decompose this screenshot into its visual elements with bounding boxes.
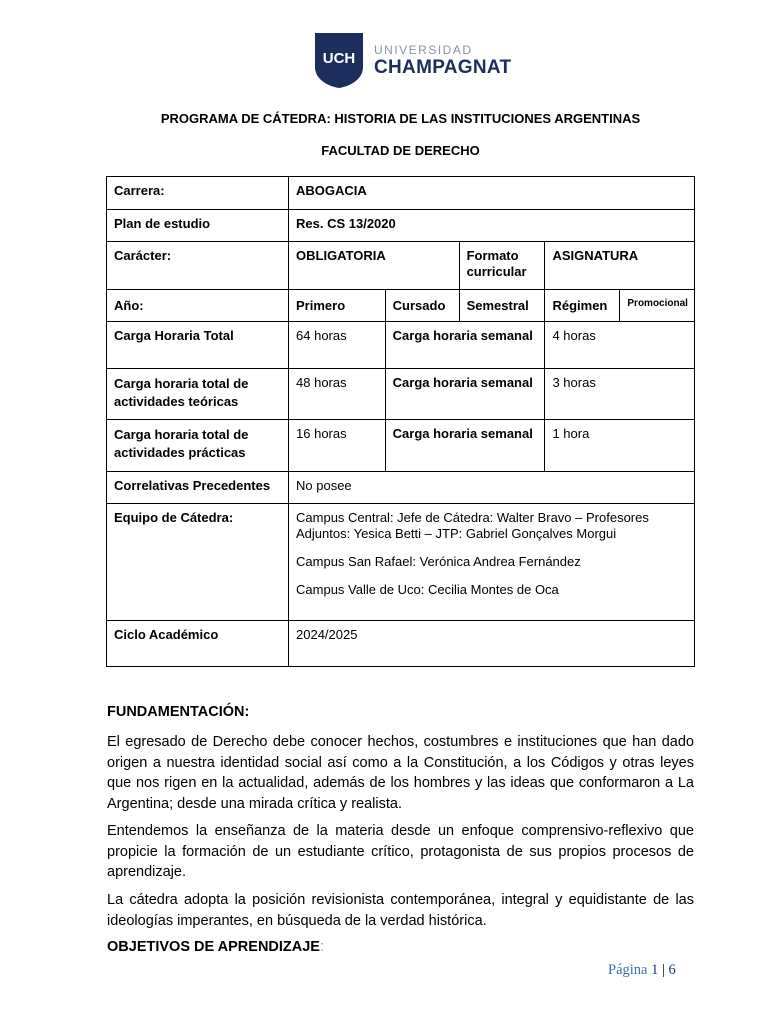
page-current: 1 (651, 962, 659, 978)
equipo-value (289, 504, 695, 621)
objetivos-heading-text: OBJETIVOS DE APRENDIZAJE (107, 939, 320, 955)
cursado-value: Semestral (459, 290, 545, 322)
formato-value: ASIGNATURA (545, 242, 695, 290)
table-row (107, 504, 695, 621)
table-row (107, 177, 695, 210)
correlativas-label: Correlativas Precedentes (107, 472, 289, 504)
formato-label: Formato curricular (459, 242, 545, 290)
carga-semanal-label: Carga horaria semanal (385, 322, 545, 369)
objetivos-heading-colon: : (319, 939, 325, 955)
cursado-label: Cursado (385, 290, 459, 322)
page-total: 6 (668, 962, 676, 978)
fundamentacion-heading: FUNDAMENTACIÓN: (107, 704, 250, 720)
carga-semanal-value: 4 horas (545, 322, 695, 369)
teoricas-label: Carga horaria total de actividades teóricas (107, 369, 289, 420)
logo-line-champagnat: CHAMPAGNAT (374, 56, 512, 78)
anio-value: Primero (289, 290, 386, 322)
regimen-value: Promocional (620, 290, 695, 322)
logo-line-universidad: UNIVERSIDAD (374, 42, 473, 57)
carrera-value: ABOGACIA (289, 177, 695, 210)
carga-total-value: 64 horas (289, 322, 386, 369)
teoricas-semanal-label: Carga horaria semanal (385, 369, 545, 420)
document-title: PROGRAMA DE CÁTEDRA: HISTORIA DE LAS INSTITUCIONES ARGENTINAS (160, 111, 641, 126)
ciclo-value: 2024/2025 (289, 621, 695, 667)
regimen-label: Régimen (545, 290, 620, 322)
caracter-label: Carácter: (107, 242, 289, 290)
practicas-label: Carga horaria total de actividades prácticas (107, 420, 289, 472)
practicas-value: 16 horas (289, 420, 386, 472)
table-row (107, 210, 695, 242)
teoricas-semanal-value: 3 horas (545, 369, 695, 420)
table-row (107, 621, 695, 667)
page-number-footer (608, 962, 676, 979)
ciclo-label: Ciclo Académico (107, 621, 289, 667)
course-info-table (106, 176, 695, 667)
table-row (107, 242, 695, 290)
caracter-value: OBLIGATORIA (289, 242, 460, 290)
university-logo (313, 31, 511, 89)
correlativas-value: No posee (289, 472, 695, 504)
table-row (107, 290, 695, 322)
fundamentacion-paragraph-1: El egresado de Derecho debe conocer hechos, costumbres e instituciones que han dado origen a nuestra identidad social así como a la Constitución, a los Códigos y otras leyes que nos rigen en la actualidad, además de los hombres y las ideas que conformaron a La Argentina; desde una mirada crítica y realista. (107, 734, 694, 812)
page-word: Página (608, 962, 648, 978)
objetivos-heading (107, 939, 324, 955)
plan-label: Plan de estudio (107, 210, 289, 242)
practicas-semanal-label: Carga horaria semanal (385, 420, 545, 472)
equipo-label: Equipo de Cátedra: (107, 504, 289, 621)
teoricas-value: 48 horas (289, 369, 386, 420)
carga-total-label: Carga Horaria Total (107, 322, 289, 369)
equipo-san-rafael: Campus San Rafael: Verónica Andrea Fernández (296, 554, 581, 569)
page-separator: | (661, 962, 665, 978)
fundamentacion-paragraph-3: La cátedra adopta la posición revisionista contemporánea, integral y equidistante de las ideologías imperantes, en búsqueda de la verdad histórica. (107, 892, 694, 929)
carrera-label: Carrera: (107, 177, 289, 210)
table-row (107, 472, 695, 504)
equipo-valle-uco: Campus Valle de Uco: Cecilia Montes de Oca (296, 582, 559, 597)
table-row (107, 420, 695, 472)
logo-monogram: UCH (322, 50, 356, 67)
faculty-subtitle: FACULTAD DE DERECHO (321, 143, 480, 158)
table-row (107, 369, 695, 420)
table-row (107, 322, 695, 369)
university-shield-icon (313, 31, 365, 89)
equipo-central: Campus Central: Jefe de Cátedra: Walter Bravo – Profesores Adjuntos: Yesica Betti – JTP: Gabriel Gonçalves Morgui (296, 510, 649, 541)
plan-value: Res. CS 13/2020 (289, 210, 695, 242)
anio-label: Año: (107, 290, 289, 322)
fundamentacion-paragraph-2: Entendemos la enseñanza de la materia desde un enfoque comprensivo-reflexivo que propicie la formación de un estudiante crítico, protagonista de sus propios procesos de aprendizaje. (107, 823, 694, 880)
practicas-semanal-value: 1 hora (545, 420, 695, 472)
